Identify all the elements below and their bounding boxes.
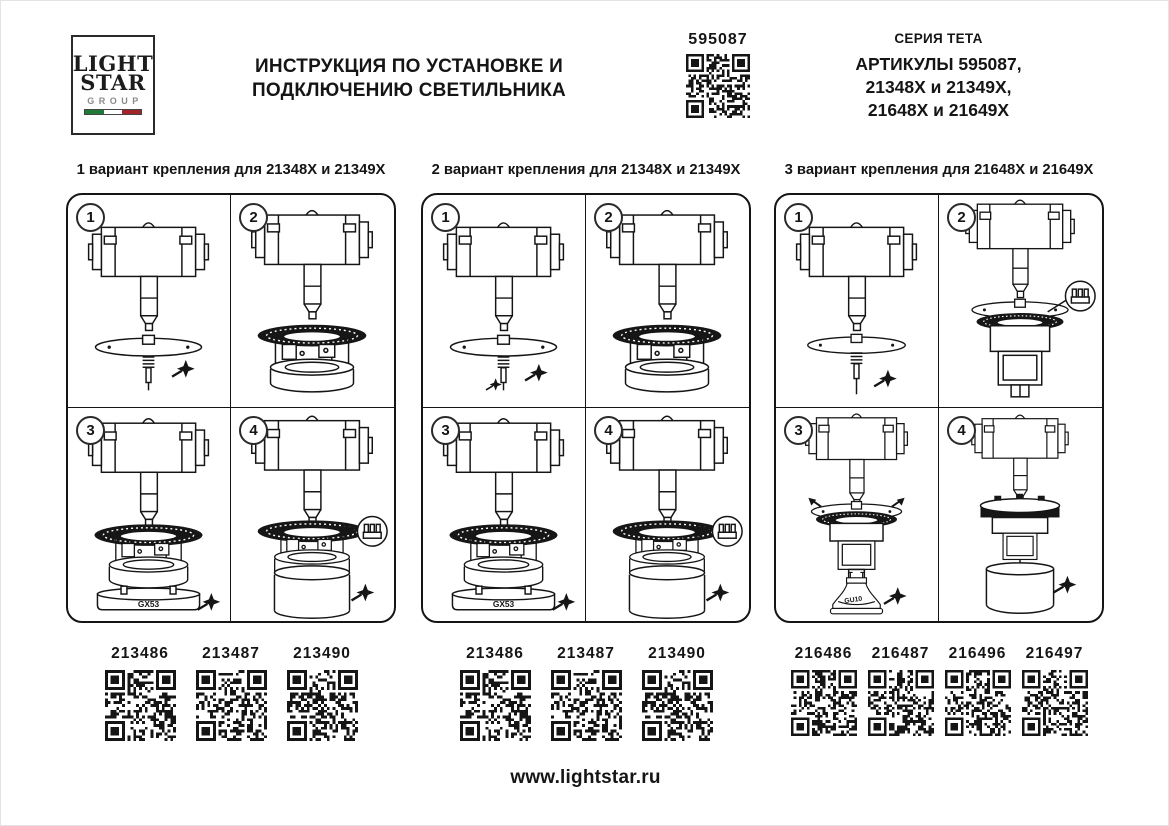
- qr-code: [460, 670, 531, 741]
- lightstar-logo: [71, 35, 155, 135]
- qr-code: [551, 670, 622, 741]
- product-code: 216496: [948, 645, 1007, 662]
- section-3-products: [766, 645, 1112, 736]
- step-cell: [939, 195, 1102, 408]
- product: [105, 645, 176, 741]
- qr-code: [791, 670, 857, 736]
- wiring-detail-bubble-icon: [357, 516, 387, 546]
- product: [196, 645, 267, 741]
- lamp-type-label: GU10: [843, 595, 863, 606]
- step-number-badge: 3: [76, 416, 105, 445]
- attention-spark-icon: [172, 360, 195, 378]
- step-cell: [231, 408, 394, 621]
- lamp-type-label: GX53: [492, 598, 515, 609]
- step-cell: [68, 195, 231, 408]
- qr-code: [287, 670, 358, 741]
- product-code: 213486: [111, 645, 169, 662]
- attention-spark-icon: [884, 587, 907, 605]
- section-1-heading: 1 вариант крепления для 21348X и 21349X: [76, 162, 386, 178]
- website-url: www.lightstar.ru: [510, 767, 661, 788]
- logo-light-text: LIGHT: [72, 51, 154, 77]
- step-number-badge: 1: [431, 203, 460, 232]
- step-number-badge: 4: [947, 416, 976, 445]
- wiring-detail-bubble-icon: [1065, 281, 1095, 311]
- italian-flag-stripe: [84, 109, 142, 115]
- title-line-2: ПОДКЛЮЧЕНИЮ СВЕТИЛЬНИКА: [252, 80, 566, 101]
- page-title: [189, 55, 629, 103]
- product: [1022, 645, 1088, 736]
- step-cell: [423, 195, 586, 408]
- step-number-badge: 2: [239, 203, 268, 232]
- title-line-1: ИНСТРУКЦИЯ ПО УСТАНОВКЕ И: [255, 56, 563, 77]
- product: [460, 645, 531, 741]
- flag-white: [104, 110, 123, 114]
- product: [287, 645, 358, 741]
- attention-spark-icon: [707, 584, 730, 602]
- section-2-products: [421, 645, 751, 741]
- step-cell: [423, 408, 586, 621]
- section-3-heading: 3 вариант крепления для 21648X и 21649X: [784, 162, 1094, 178]
- step-number-badge: 1: [784, 203, 813, 232]
- attention-spark-icon: [525, 364, 548, 382]
- series-articles: [841, 53, 1036, 122]
- section-2-heading: 2 вариант крепления для 21348X и 21349X: [431, 162, 741, 178]
- step-number-badge: 4: [594, 416, 623, 445]
- attention-spark-icon: [1054, 576, 1077, 594]
- section-1-panel: [66, 193, 396, 623]
- qr-code: [686, 54, 750, 118]
- step-cell: [776, 195, 939, 408]
- step-cell: [68, 408, 231, 621]
- step-number-badge: 1: [76, 203, 105, 232]
- product: [945, 645, 1011, 736]
- product-code: 213487: [557, 645, 615, 662]
- product-code: 216486: [794, 645, 853, 662]
- step-cell: [586, 408, 749, 621]
- step-number-badge: 3: [431, 416, 460, 445]
- product-code: 213490: [293, 645, 351, 662]
- attention-spark-icon: [486, 378, 502, 390]
- attention-spark-icon: [874, 370, 897, 388]
- articles-line-3: 21648X и 21649X: [867, 100, 1010, 120]
- articles-line-1: АРТИКУЛЫ 595087,: [855, 54, 1022, 74]
- logo-group-text: GROUP: [87, 95, 143, 106]
- section-2-panel: [421, 193, 751, 623]
- product-code: 213487: [202, 645, 260, 662]
- step-number-badge: 4: [239, 416, 268, 445]
- attention-spark-icon: [198, 593, 221, 611]
- step-cell: [586, 195, 749, 408]
- article-block: [684, 31, 752, 123]
- product-code: 213486: [466, 645, 524, 662]
- attention-spark-icon: [553, 593, 576, 611]
- qr-code: [945, 670, 1011, 736]
- product: [868, 645, 934, 736]
- attention-spark-icon: [352, 584, 375, 602]
- logo-star-text: STAR: [80, 70, 146, 95]
- product-code: 216487: [871, 645, 930, 662]
- product-code: 216497: [1025, 645, 1084, 662]
- section-3-panel: [774, 193, 1104, 623]
- product-code: 213490: [648, 645, 706, 662]
- flag-green: [85, 110, 104, 114]
- flag-red: [122, 110, 141, 114]
- qr-code: [196, 670, 267, 741]
- qr-code: [105, 670, 176, 741]
- section-1-products: [66, 645, 396, 741]
- qr-code: [1022, 670, 1088, 736]
- product: [642, 645, 713, 741]
- step-cell: [939, 408, 1102, 621]
- step-cell: [776, 408, 939, 621]
- product: [551, 645, 622, 741]
- lamp-type-label: GX53: [137, 598, 160, 609]
- articles-line-2: 21348X и 21349X,: [865, 77, 1012, 97]
- series-title: СЕРИЯ ТЕТА: [894, 31, 983, 46]
- step-number-badge: 2: [947, 203, 976, 232]
- qr-code: [868, 670, 934, 736]
- qr-code: [642, 670, 713, 741]
- step-cell: [231, 195, 394, 408]
- step-number-badge: 2: [594, 203, 623, 232]
- product: [791, 645, 857, 736]
- step-number-badge: 3: [784, 416, 813, 445]
- wiring-detail-bubble-icon: [712, 516, 742, 546]
- article-number: 595087: [688, 31, 748, 48]
- series-block: [841, 31, 1036, 122]
